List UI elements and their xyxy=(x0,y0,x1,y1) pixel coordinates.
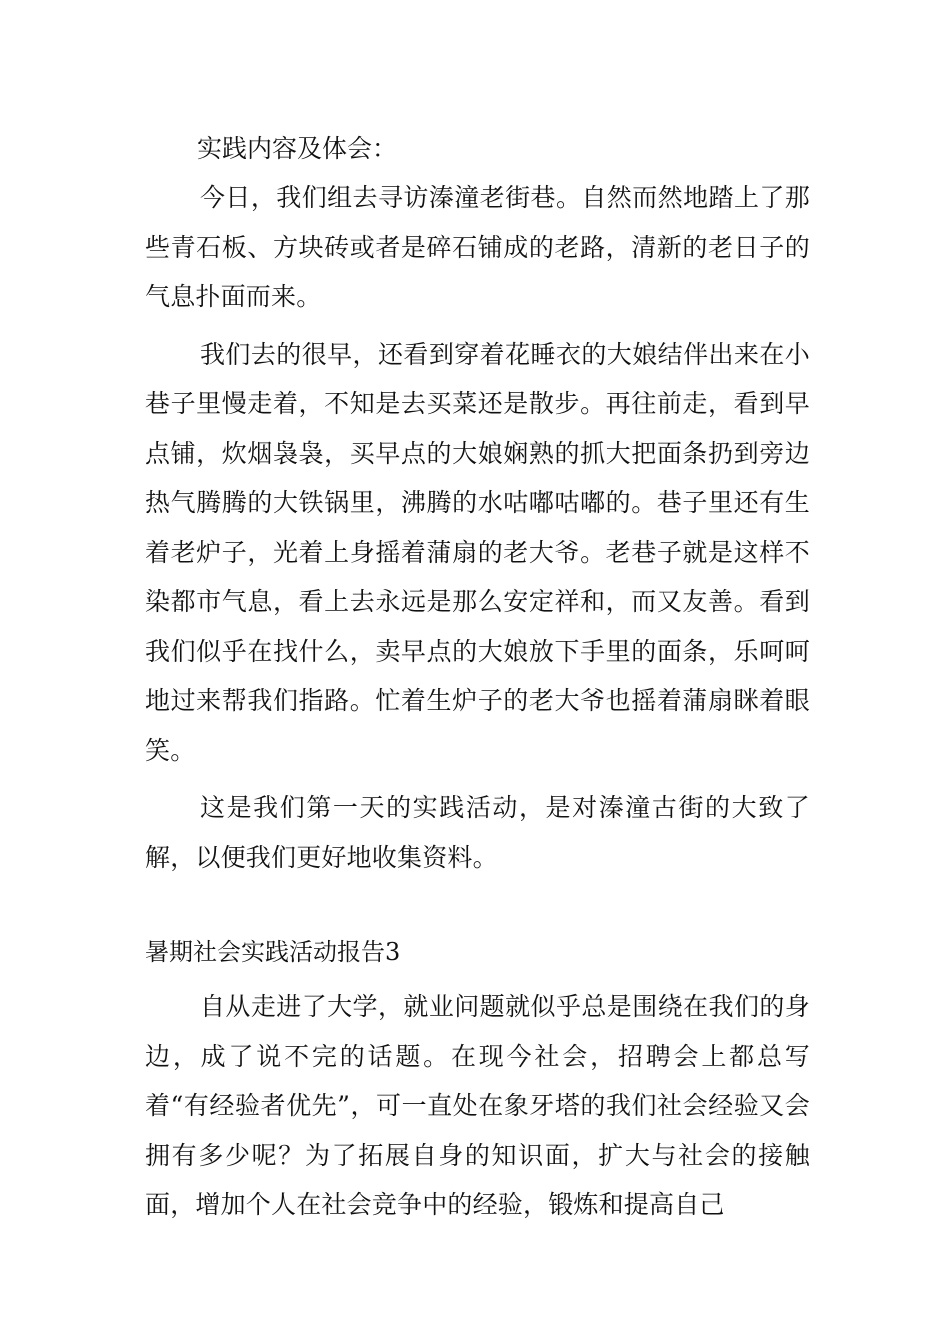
section-heading: 实践内容及体会： xyxy=(197,134,398,163)
paragraph: 自从走进了大学，就业问题就似乎总是围绕在我们的身边，成了说不完的话题。在现今社会，招聘会上都总写着“有经验者优先”，可一直处在象牙塔的我们社会经验又会拥有多少呢？为了拓展自身的知识面，扩大与社会的接触面，增加个人在社会竞争中的经验，锻炼和提高自己 xyxy=(145,992,810,1219)
paragraph: 今日，我们组去寻访溱潼老街巷。自然而然地踏上了那些青石板、方块砖或者是碎石铺成的老路，清新的老日子的气息扑面而来。 xyxy=(145,183,810,311)
report-title: 暑期社会实践活动报告3 xyxy=(145,938,401,966)
paragraph: 这是我们第一天的实践活动，是对溱潼古街的大致了解，以便我们更好地收集资料。 xyxy=(145,793,810,872)
paragraph: 我们去的很早，还看到穿着花睡衣的大娘结伴出来在小巷子里慢走着，不知是去买菜还是散步。再往前走，看到早点铺，炊烟袅袅，买早点的大娘娴熟的抓大把面条扔到旁边热气腾腾的大铁锅里，沸腾的水咕嘟咕嘟的。巷子里还有生着老炉子，光着上身摇着蒲扇的老大爷。老巷子就是这样不染都市气息，看上去永远是那么安定祥和，而又友善。看到我们似乎在找什么，卖早点的大娘放下手里的面条，乐呵呵地过来帮我们指路。忙着生炉子的老大爷也摇着蒲扇眯着眼笑。 xyxy=(145,339,810,765)
document-body xyxy=(145,130,810,1238)
